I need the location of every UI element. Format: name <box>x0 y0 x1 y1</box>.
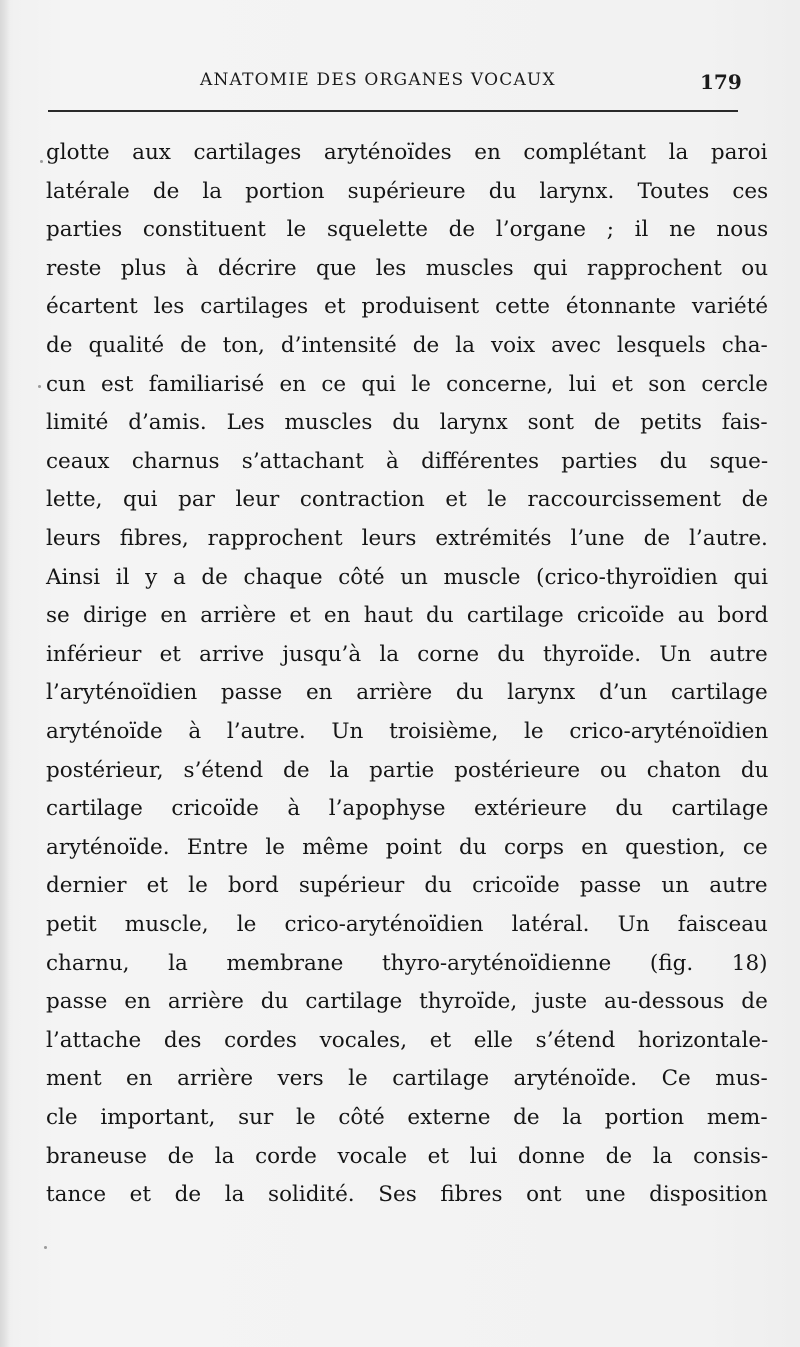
text-line: l’aryténoïdien passe en arrière du larynx d’un cartilage <box>46 680 768 706</box>
text-line: tance et de la solidité. Ses fibres ont une disposition <box>46 1182 768 1208</box>
text-line: cun est familiarisé en ce qui le concerne, lui et son cercle <box>46 371 769 397</box>
text-line: petit muscle, le crico-aryténoïdien latéral. Un faisceau <box>46 912 768 937</box>
text-line: lette, qui par leur contraction et le raccourcissement de <box>46 487 769 513</box>
text-line: inférieur et arrive jusqu’à la corne du thyroïde. Un autre <box>46 641 768 667</box>
text-line: passe en arrière du cartilage thyroïde, juste au-dessous de <box>46 989 768 1015</box>
text-line: l’attache des cordes vocales, et elle s’étend horizontale- <box>46 1027 769 1053</box>
text-line: latérale de la portion supérieure du larynx. Toutes ces <box>46 178 769 204</box>
text-line: Ainsi il y a de chaque côté un muscle (crico-thyroïdien qui <box>46 564 768 590</box>
text-line: ment en arrière vers le cartilage aryténoïde. Ce mus- <box>46 1066 768 1092</box>
text-line: cle important, sur le côté externe de la portion mem- <box>46 1105 768 1130</box>
page-number: 179 <box>700 70 742 94</box>
text-line: parties constituent le squelette de l’organe ; il ne nous <box>46 217 769 243</box>
text-line: dernier et le bord supérieur du cricoïde passe un autre <box>46 873 768 899</box>
page-gutter-shadow <box>0 0 10 1347</box>
running-title: ANATOMIE DES ORGANES VOCAUX <box>200 70 556 90</box>
text-line: leurs fibres, rapprochent leurs extrémités l’une de l’autre. <box>46 526 768 551</box>
text-line: ceaux charnus s’attachant à différentes parties du sque- <box>46 448 769 474</box>
text-line: cartilage cricoïde à l’apophyse extérieure du cartilage <box>46 796 769 822</box>
text-line: reste plus à décrire que les muscles qui rapprochent ou <box>46 255 769 281</box>
running-head <box>0 60 800 100</box>
text-line: charnu, la membrane thyro-aryténoïdienne (fig. 18) <box>46 950 768 976</box>
text-line: postérieur, s’étend de la partie postérieure ou chaton du <box>46 757 769 783</box>
text-line: aryténoïde à l’autre. Un troisième, le crico-aryténoïdien <box>46 719 769 744</box>
text-line: braneuse de la corde vocale et lui donne de la consis- <box>46 1143 769 1169</box>
header-rule <box>48 110 738 112</box>
text-line: aryténoïde. Entre le même point du corps en question, ce <box>46 834 768 860</box>
text-line: écartent les cartilages et produisent cette étonnante variété <box>46 294 769 320</box>
text-line: limité d’amis. Les muscles du larynx sont de petits fais- <box>46 410 768 436</box>
text-line: glotte aux cartilages aryténoïdes en complétant la paroi <box>46 140 768 165</box>
text-line: de qualité de ton, d’intensité de la voix avec lesquels cha- <box>46 333 768 358</box>
text-line: se dirige en arrière et en haut du cartilage cricoïde au bord <box>46 603 769 629</box>
